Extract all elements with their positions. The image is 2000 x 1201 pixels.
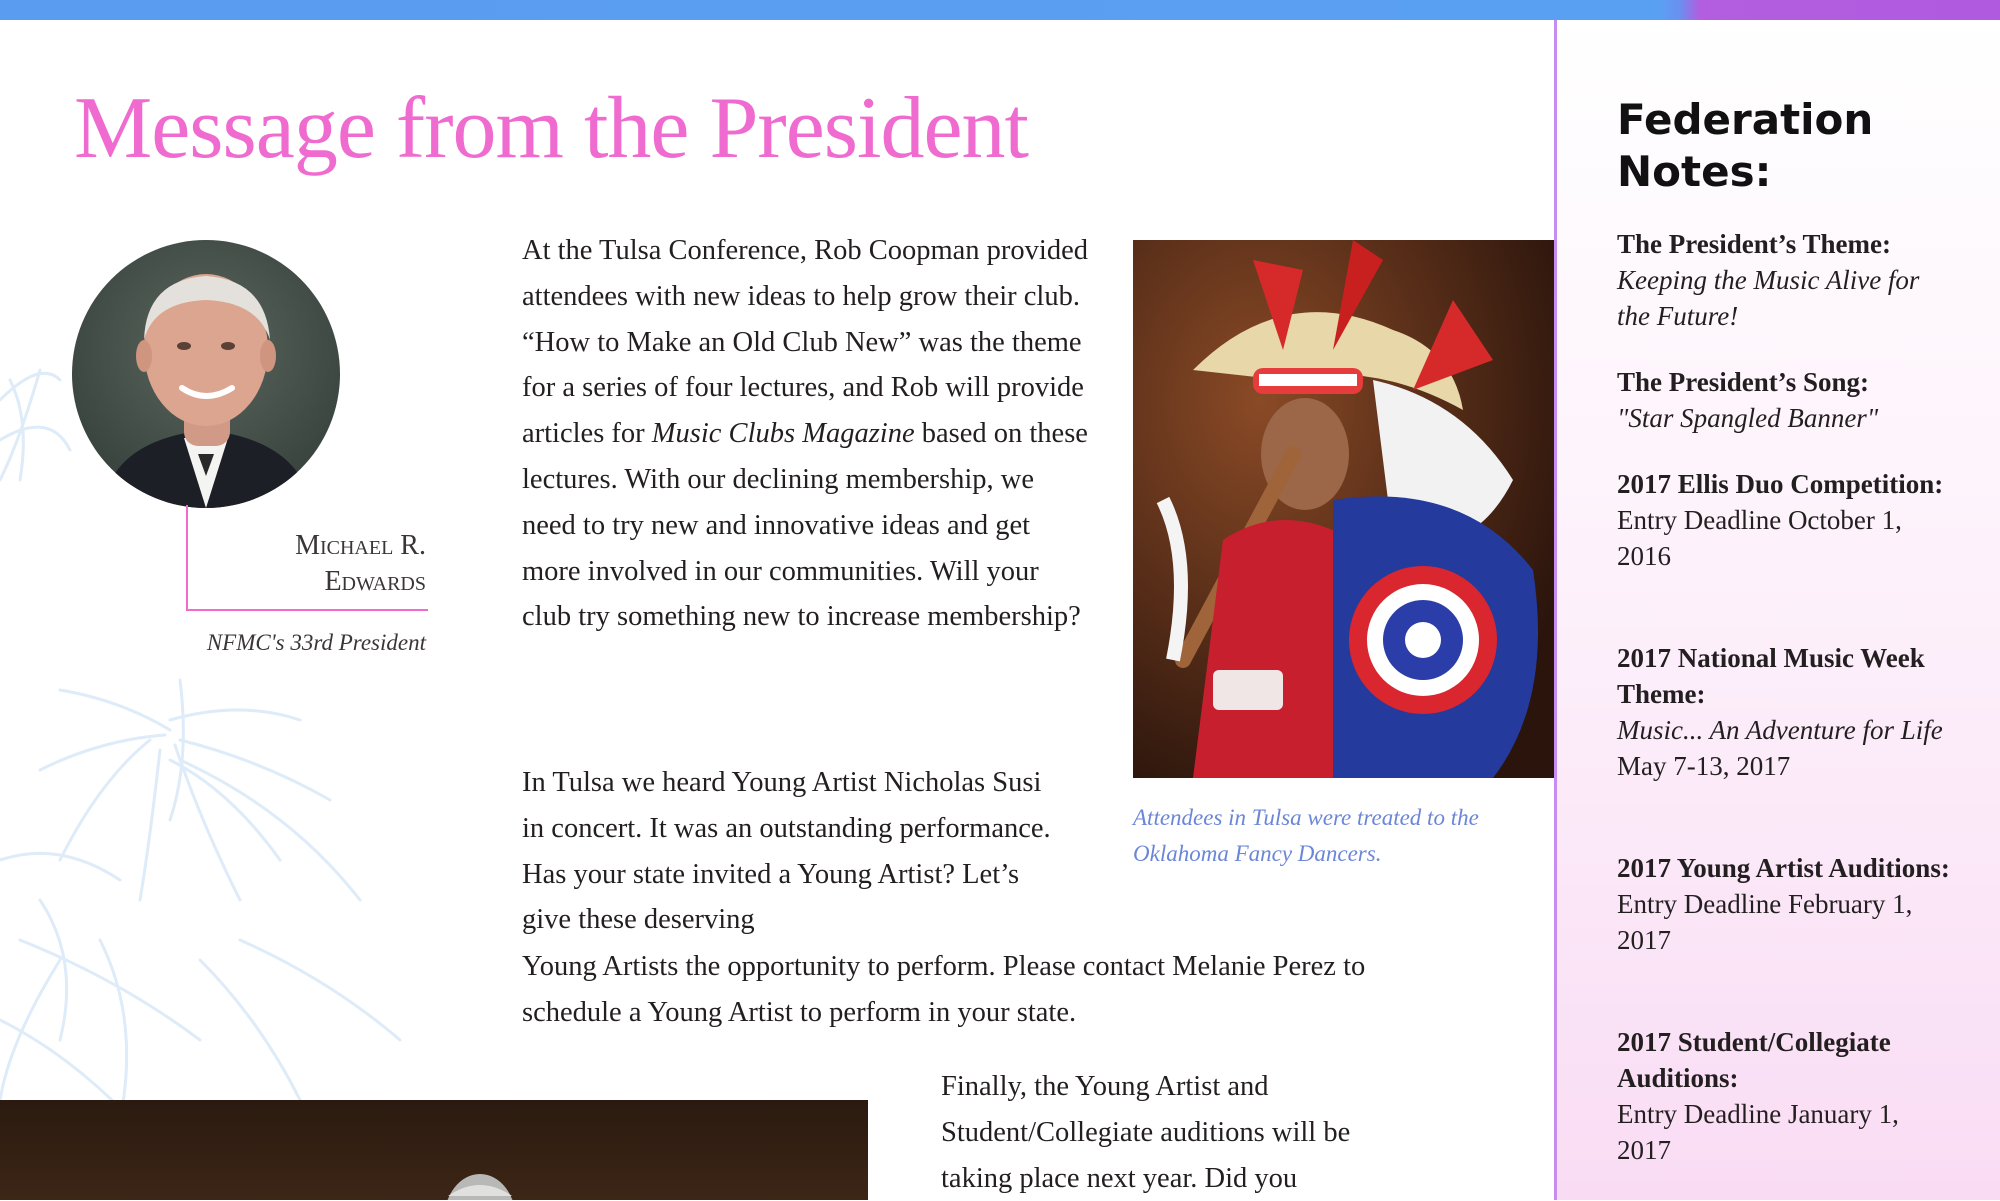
note-label: The President’s Song: — [1617, 367, 1870, 397]
president-name: Michael R. Edwards — [295, 530, 426, 597]
photo-caption: Attendees in Tulsa were treated to the Oklahoma Fancy Dancers. — [1133, 805, 1479, 866]
note-president-song — [1617, 364, 1957, 436]
note-president-theme — [1617, 226, 1957, 334]
fancy-dancer-photo — [1133, 240, 1555, 778]
note-value: Music... An Adventure for Life — [1617, 715, 1943, 745]
note-label: The President’s Theme: — [1617, 229, 1891, 259]
magazine-title: Music Clubs Magazine — [651, 418, 915, 450]
note-label: 2017 Ellis Duo Competition: — [1617, 469, 1944, 499]
article-paragraph-3: Finally, the Young Artist and Student/Collegiate auditions will be taking place next year. Did you — [941, 1071, 1351, 1194]
note-value: Entry Deadline January 1, 2017 — [1617, 1099, 1899, 1165]
president-role: NFMC's 33rd President — [206, 630, 426, 655]
note-young-artist — [1617, 850, 1957, 958]
paragraph-text: At the Tulsa Conference, Rob Coopman provided attendees with new ideas to help grow their club. “How to Make an Old Club New” was the theme for a series of four lectures, and Rob will provide articles for — [522, 235, 1088, 450]
note-label: 2017 National Music Week Theme: — [1617, 643, 1925, 709]
note-dates: May 7-13, 2017 — [1617, 751, 1791, 781]
page-title: Message from the President — [74, 80, 1028, 177]
note-value: "Star Spangled Banner" — [1617, 403, 1879, 433]
president-portrait — [72, 240, 340, 508]
top-color-bar — [0, 0, 2000, 20]
paragraph-text: based on these lectures. With our declining membership, we need to try new and innovative ideas and get more involved in our communities. Will your club try something new to increase membership? — [522, 418, 1088, 633]
note-student-collegiate — [1617, 1024, 1957, 1168]
sidebar-title: Federation Notes: — [1617, 95, 1874, 196]
note-national-music-week — [1617, 640, 1957, 784]
article-paragraph-1 — [522, 228, 1092, 640]
article-paragraph-2: In Tulsa we heard Young Artist Nicholas Susi in concert. It was an outstanding performance. Has your state invited a Young Artist? Let’s give these deserving — [522, 767, 1051, 936]
note-ellis-duo — [1617, 466, 1957, 574]
note-value: Entry Deadline February 1, 2017 — [1617, 889, 1913, 955]
note-value: Entry Deadline October 1, 2016 — [1617, 505, 1902, 571]
article-paragraph-2-continued: Young Artists the opportunity to perform. Please contact Melanie Perez to schedule a Young Artist to perform in your state. — [522, 951, 1366, 1028]
bottom-photo — [0, 1100, 868, 1200]
note-label: 2017 Student/Collegiate Auditions: — [1617, 1027, 1891, 1093]
federation-notes-sidebar — [1554, 20, 2000, 1200]
note-value: Keeping the Music Alive for the Future! — [1617, 265, 1920, 331]
note-label: 2017 Young Artist Auditions: — [1617, 853, 1950, 883]
